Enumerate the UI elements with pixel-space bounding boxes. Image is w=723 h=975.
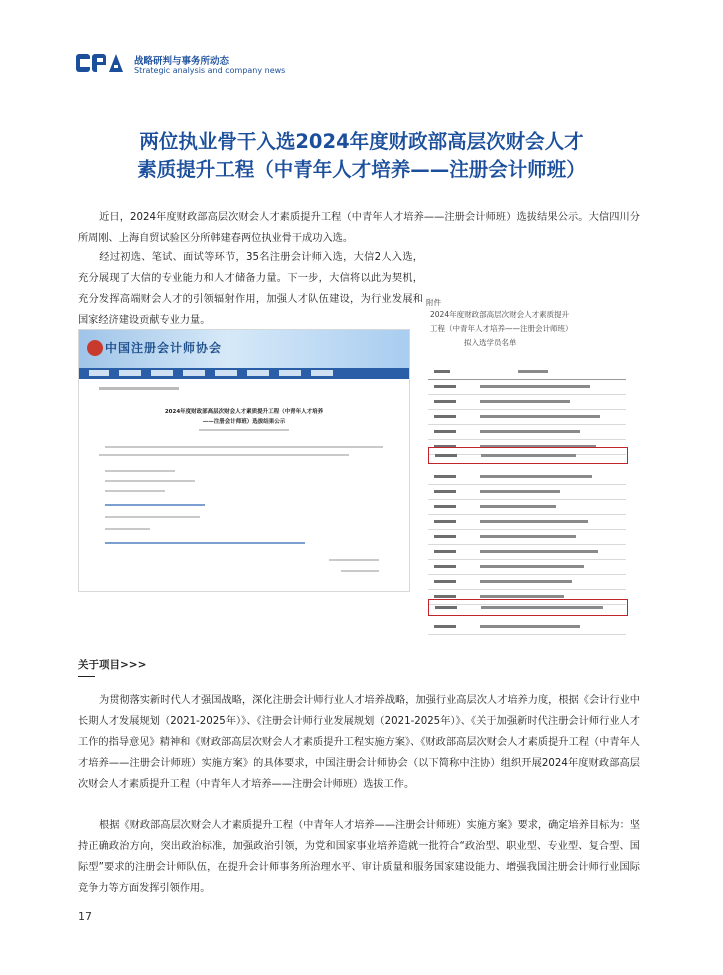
candidate-list-image bbox=[424, 297, 638, 642]
list-header-row bbox=[428, 364, 626, 380]
list-row bbox=[428, 499, 626, 515]
list-caption-2: 工程（中青年人才培养——注册会计师班） bbox=[430, 324, 573, 333]
paragraph-1: 近日，2024年度财政部高层次财会人才素质提升工程（中青年人才培养——注册会计师班）选拔结果公示。大信四川分所周刚、上海自贸试验区分所韩建春两位执业骨干成功入选。 bbox=[78, 212, 640, 244]
cicpa-breadcrumb bbox=[99, 387, 179, 390]
list-row-highlighted bbox=[428, 599, 628, 616]
paragraph-2: 经过初选、笔试、面试等环节，35名注册会计师入选，大信2人入选，充分展现了大信的专业能力和人才储备力量。下一步，大信将以此为契机，充分发挥高端财会人才的引领辐射作用，加强人才队伍建设，为行业发展和国家经济建设贡献专业力量。 bbox=[78, 252, 423, 326]
notice-headline-2: ——注册会计师班）选拔结果公示 bbox=[202, 419, 286, 425]
list-row bbox=[428, 529, 626, 545]
cicpa-nav-bar bbox=[79, 368, 409, 379]
section-title-en: Strategic analysis and company news bbox=[134, 66, 286, 75]
about-divider bbox=[78, 676, 95, 677]
list-row bbox=[428, 559, 626, 575]
list-row bbox=[428, 394, 626, 410]
page-number: 17 bbox=[78, 910, 92, 923]
cicpa-banner-text: 中国注册会计师协会 bbox=[105, 341, 223, 355]
paragraph-4: 根据《财政部高层次财会人才素质提升工程（中青年人才培养——注册会计师班）实施方案》要求，确定培养目标为：坚持正确政治方向，突出政治标准，加强政治引领，为党和国家事业培养造就一批符合“政治型、职业型、专业型、复合型、国际型”要求的注册会计师队伍，在提升会计师事务所治理水平、审计质量和服务国家建设能力、增强我国注册会计师行业国际竞争力等方面发挥引领作用。 bbox=[78, 820, 640, 894]
list-row bbox=[428, 544, 626, 560]
cicpa-banner bbox=[79, 330, 409, 368]
cicpa-notice-screenshot bbox=[78, 329, 410, 592]
list-row bbox=[428, 514, 626, 530]
list-caption-3: 拟入选学员名单 bbox=[464, 338, 517, 347]
paragraph-3: 为贯彻落实新时代人才强国战略，深化注册会计师行业人才培养战略，加强行业高层次人才培养力度，根据《会计行业中长期人才发展规划（2021-2025年）》、《注册会计师行业发展规划（2021-2025年）》、《关于加强新时代注册会计师行业人才工作的指导意见》精神和《财政部高层次财会人才素质提升工程实施方案》、《财政部高层次财会人才素质提升工程（中青年人才培养——注册会计师班）实施方案》的具体要求，中国注册会计师协会（以下简称中注协）组织开展2024年度财政部高层次财会人才素质提升工程（中青年人才培养——注册会计师班）选拔工作。 bbox=[78, 695, 640, 790]
list-row bbox=[428, 619, 626, 635]
about-heading: 关于项目>>> bbox=[78, 659, 147, 671]
list-row bbox=[428, 409, 626, 425]
notice-headline-1: 2024年度财政部高层次财会人才素质提升工程（中青年人才培养 bbox=[164, 409, 324, 415]
list-row-highlighted bbox=[428, 447, 628, 464]
list-caption-1: 2024年度财政部高层次财会人才素质提升 bbox=[430, 310, 570, 319]
list-row bbox=[428, 424, 626, 440]
list-row bbox=[428, 574, 626, 590]
list-label: 附件 bbox=[426, 298, 441, 307]
list-row bbox=[428, 484, 626, 500]
section-title-cn: 战略研判与事务所动态 bbox=[134, 56, 230, 67]
cicpa-emblem-icon bbox=[87, 340, 103, 356]
article-title-line1: 两位执业骨干入选2024年度财政部高层次财会人才 bbox=[139, 130, 584, 153]
cpa-logo bbox=[76, 52, 126, 74]
list-row bbox=[428, 469, 626, 485]
article-title-line2: 素质提升工程（中青年人才培养——注册会计师班） bbox=[137, 158, 586, 181]
list-row bbox=[428, 379, 626, 395]
